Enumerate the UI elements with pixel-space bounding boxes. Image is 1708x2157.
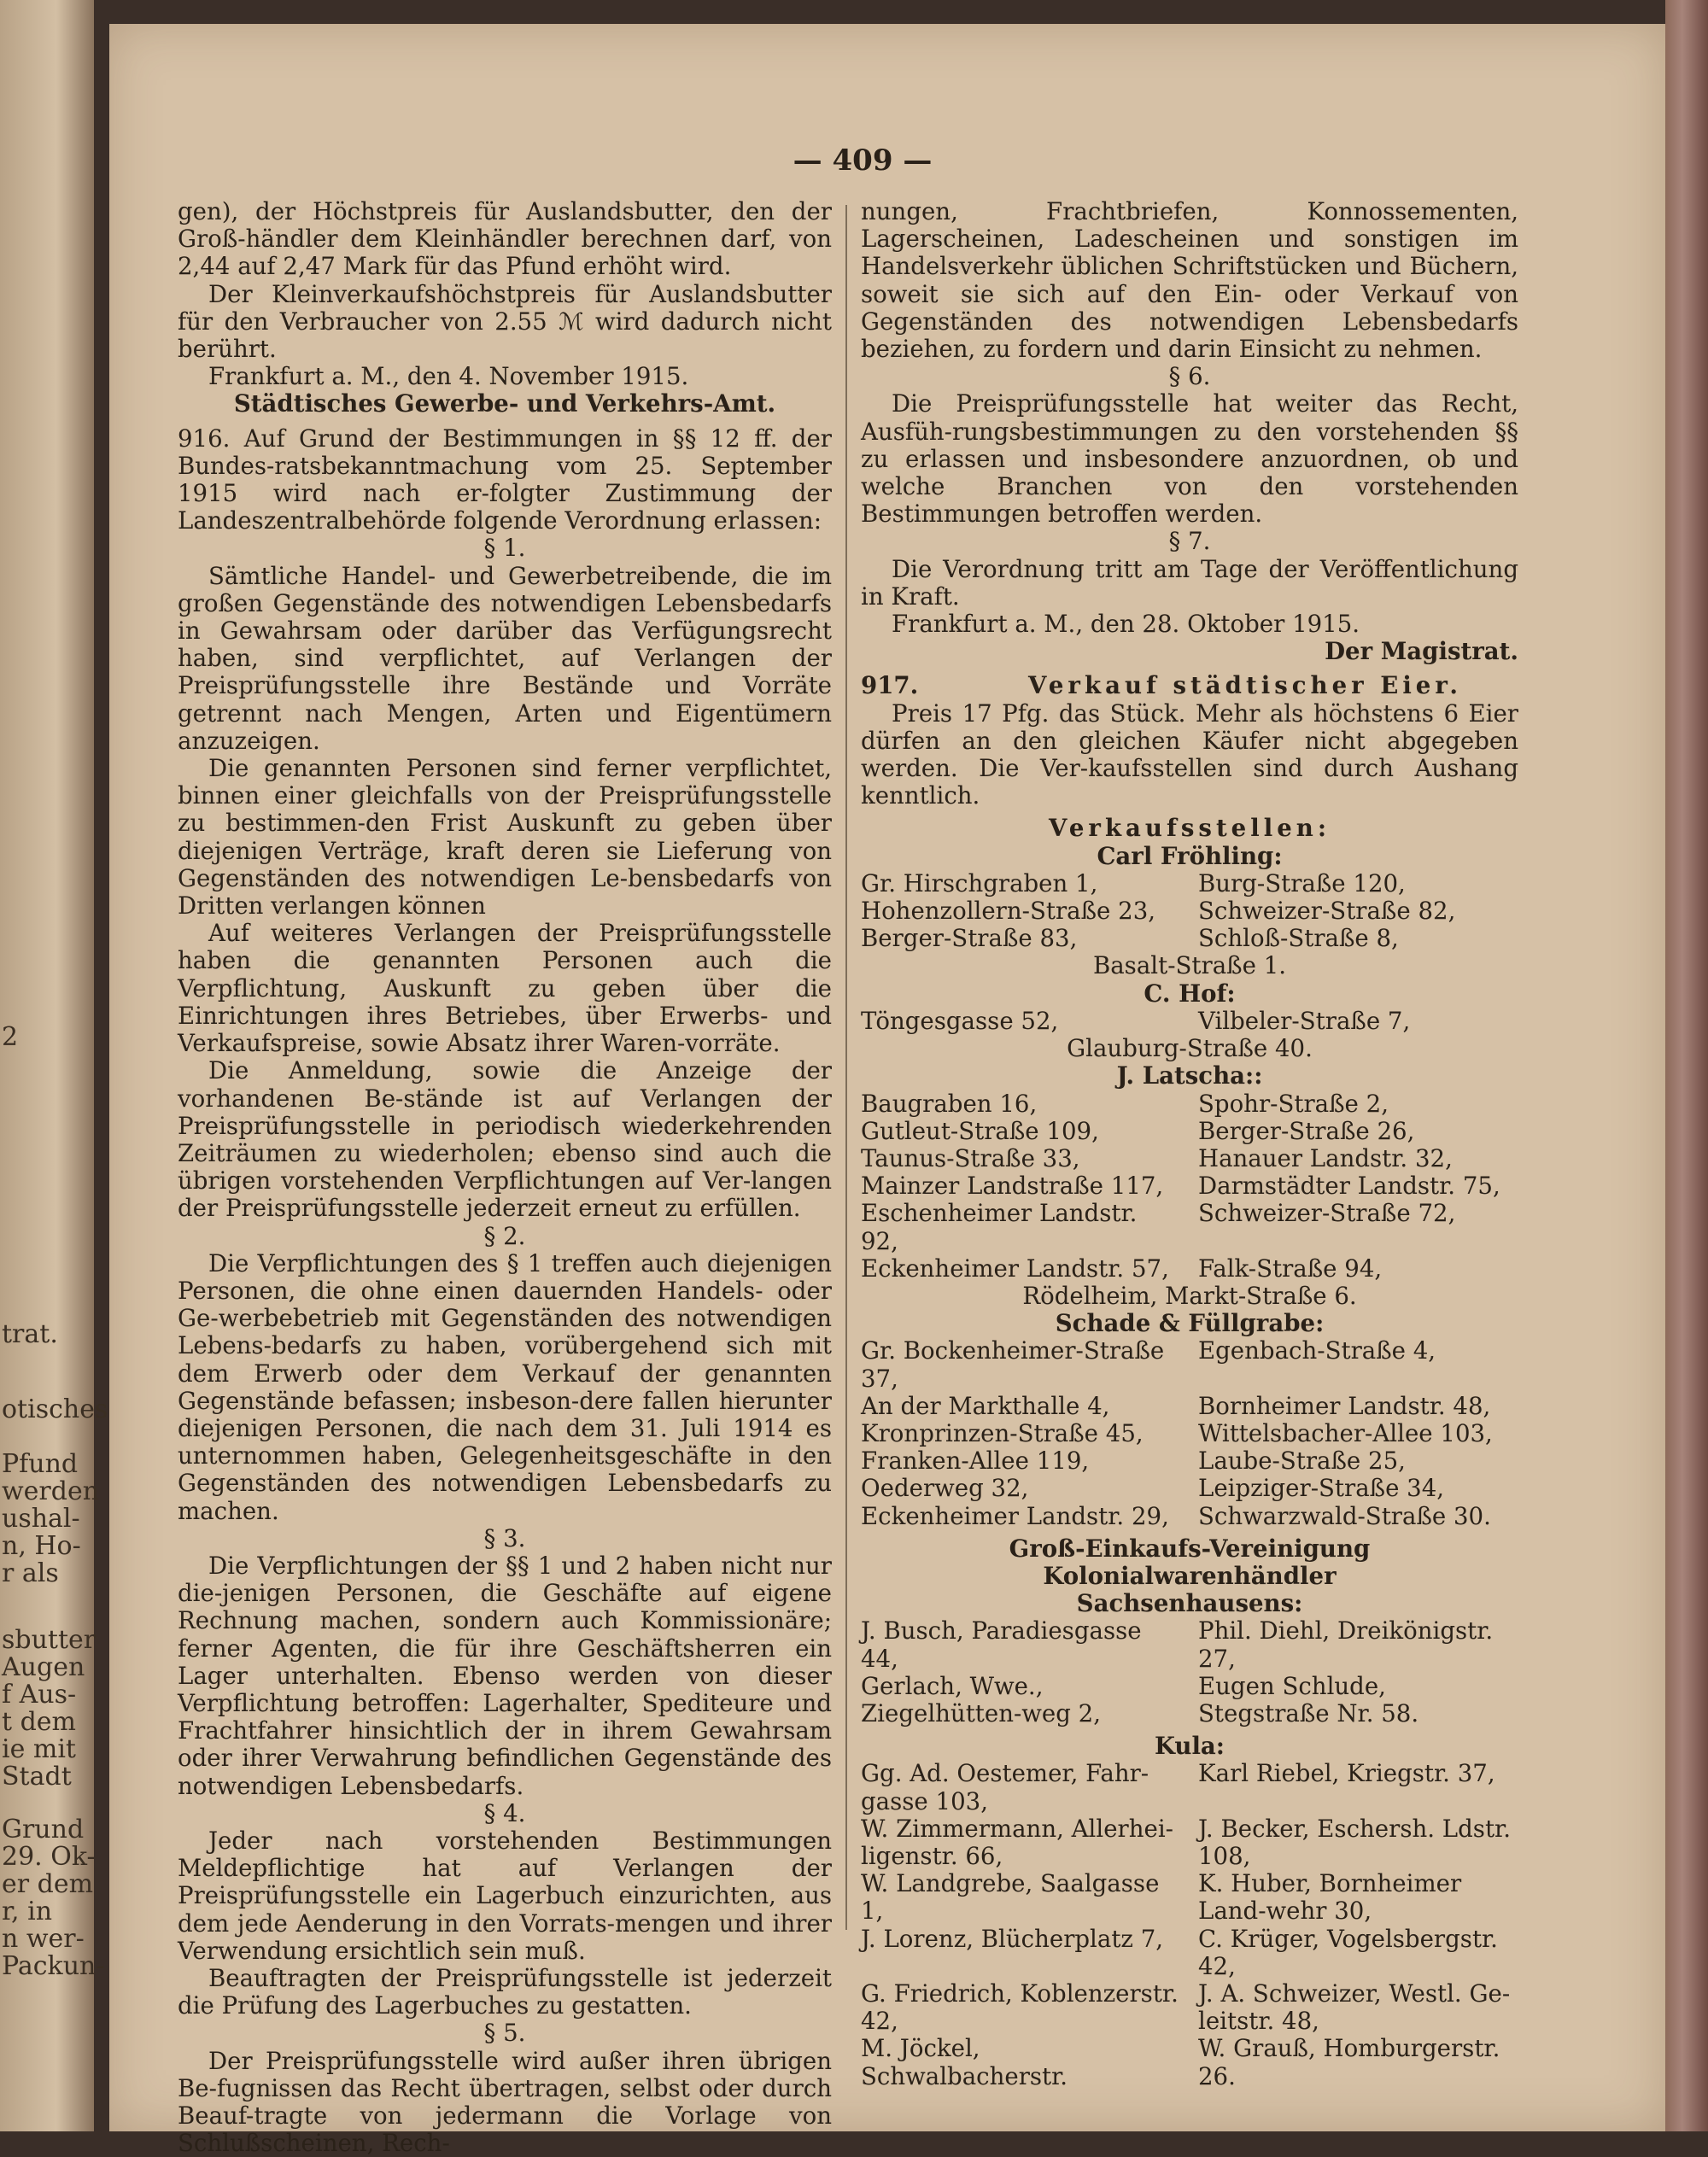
section-7-paragraph-1: Die Verordnung tritt am Tage der Veröffentlichung in Kraft. [861,554,1518,611]
left-page-shading [0,0,97,2131]
address-entry: C. Krüger, Vogelsbergstr. 42, [1198,1924,1498,1980]
address-entry: J. Lorenz, Blücherplatz 7, [861,1924,1164,1953]
address-entry: Baugraben 16, [861,1089,1038,1118]
address-entry: Kronprinzen-Straße 45, [861,1418,1144,1447]
section-3-paragraph-1: Die Verpflichtungen der §§ 1 und 2 haben nicht nur die-jenigen Personen, die Geschäfte auf eigene Rechnung machen, sondern auch Kommissionäre; ferner Agenten, die für ihre Geschäftsherren ein Lager unterhalten. Ebenso werden von dieser Verpflichtung betroffen: Lagerhalter, Spediteure und Frachtfahrer hinsichtlich der in ihrem Gewahrsam oder ihrer Verwahrung befindlichen Gegenstände des notwendigen Lebensbedarfs. [178,1551,832,1800]
margin-fragment: Pfund [2,1449,79,1479]
item-917-title: Verkauf städtischer Eier. [1028,671,1462,700]
section-1-paragraph-4: Die Anmeldung, sowie die Anzeige der vorhandenen Be-stände ist auf Verlangen der Preisprüfungsstelle in periodisch wiederkehrenden Zeiträumen zu wiederholen; ebenso sind auch die übrigen vorstehenden Verpflichtungen auf Ver-langen der Preisprüfungsstelle jederzeit erneut zu erfüllen. [178,1056,832,1223]
margin-fragment: Packun- [2,1951,105,1981]
address-entry: Taunus-Straße 33, [861,1143,1080,1172]
margin-fragment: otisches [2,1394,108,1424]
vendor-last-froehling: Basalt-Straße 1. [1092,951,1287,980]
section-6-heading: § 6. [1168,362,1211,391]
address-entry: W. Grauß, Homburgerstr. 26. [1198,2034,1500,2090]
address-entry: Phil. Diehl, Dreikönigstr. 27, [1198,1616,1494,1673]
address-entry: Gr. Bockenheimer-Straße 37, [861,1336,1165,1393]
right-column [861,198,1518,2090]
address-entry: Falk-Straße 94, [1198,1254,1383,1283]
address-entry: Vilbeler-Straße 7, [1198,1006,1411,1035]
address-entry: Eckenheimer Landstr. 57, [861,1254,1169,1283]
address-entry: Gg. Ad. Oestemer, Fahr-gasse 103, [861,1759,1149,1815]
address-entry: Spohr-Straße 2, [1198,1089,1389,1118]
vendor-heading-grosseinkauf: Groß-Einkaufs-Vereinigung Kolonialwarenhändler [1009,1534,1371,1590]
address-entry: Leipziger-Straße 34, [1198,1474,1445,1503]
outlets-heading: Verkaufsstellen: [1048,814,1331,843]
address-entry: Franken-Allee 119, [861,1447,1090,1476]
section-1-paragraph-1: Sämtliche Handel- und Gewerbetreibende, die im großen Gegenstände des notwendigen Lebensbedarfs in Gewahrsam oder darüber das Verfügungsrecht haben, sind verpflichtet, auf Verlangen der Preisprüfungsstelle ihre Bestände und Vorräte getrennt nach Mengen, Arten und Eigentümern anzuzeigen. [178,561,832,755]
section-5-paragraph-1: Der Preisprüfungsstelle wird außer ihren übrigen Be-fugnissen das Recht übertragen, selbst oder durch Beauf-tragte von jedermann die Vorlage von Schlußscheinen, Rech- [178,2046,832,2157]
address-entry: Schweizer-Straße 72, [1198,1199,1456,1228]
address-entry: Berger-Straße 83, [861,924,1078,953]
section-6-paragraph-1: Die Preisprüfungsstelle hat weiter das Recht, Ausfüh-rungsbestimmungen zu den vorstehenden §§ zu erlassen und insbesondere anzuordnen, ob und welche Branchen von den vorstehenden Bestimmungen betroffen werden. [861,389,1518,529]
ordinance-date: Frankfurt a. M., den 28. Oktober 1915. [892,610,1360,639]
address-entry: Burg-Straße 120, [1198,868,1406,897]
address-entry: Töngesgasse 52, [861,1006,1059,1035]
address-entry: Hohenzollern-Straße 23, [861,897,1156,926]
vendor-last-latscha: Rödelheim, Markt-Straße 6. [1022,1281,1357,1310]
address-entry: Schloß-Straße 8, [1198,924,1399,953]
address-entry: Eckenheimer Landstr. 29, [861,1501,1169,1530]
intro-paragraph-2: Der Kleinverkaufshöchstpreis für Auslandsbutter für den Verbraucher von 2.55 ℳ wird dadurch nicht berührt. [178,279,832,364]
magistrate-signature: Der Magistrat. [1325,637,1518,666]
margin-fragment: n, Ho- [2,1531,81,1561]
address-entry: J. Becker, Eschersh. Ldstr. 108, [1198,1814,1511,1870]
section-1-paragraph-2: Die genannten Personen sind ferner verpflichtet, binnen einer gleichfalls von der Preisprüfungsstelle zu bestimmen-den Frist Auskunft zu geben über diejenigen Verträge, kraft deren sie Lieferung von Gegenständen des notwendigen Le-bensbedarfs von Dritten verlangen können [178,754,832,921]
margin-fragment: ushal- [2,1504,80,1534]
vendor-last-hof: Glauburg-Straße 40. [1067,1034,1313,1063]
vendor-heading-kula: Kula: [1155,1732,1225,1761]
vendor-list-hof [861,1008,1518,1035]
address-entry: Gutleut-Straße 109, [861,1116,1099,1145]
margin-fragment: t dem [2,1707,76,1737]
margin-fragment: sbutter [2,1625,97,1655]
address-entry: W. Zimmermann, Allerhei-ligenstr. 66, [861,1814,1173,1870]
page-number: — 409 — [793,143,933,178]
address-entry: K. Huber, Bornheimer Land-wehr 30, [1198,1869,1462,1926]
section-5-heading: § 5. [483,2019,526,2048]
vendor-heading-sachsenhausen: Sachsenhausens: [1076,1589,1303,1618]
address-entry: J. A. Schweizer, Westl. Ge-leitstr. 48, [1198,1979,1511,2036]
margin-fragment: werden [2,1476,100,1506]
item-917-text: Preis 17 Pfg. das Stück. Mehr als höchstens 6 Eier dürfen an den gleichen Käufer nicht abgegeben werden. Die Ver-kaufsstellen sind durch Aushang kenntlich. [861,699,1518,810]
address-entry: Darmstädter Landstr. 75, [1198,1172,1500,1201]
address-entry: Oederweg 32, [861,1474,1029,1503]
section-7-heading: § 7. [1168,527,1211,556]
section-3-heading: § 3. [483,1523,526,1552]
address-entry: Eugen Schlude, Stegstraße Nr. 58. [1198,1671,1419,1727]
vendor-list-kula [861,1760,1518,2090]
intro-paragraph-1: gen), der Höchstpreis für Auslandsbutter, den der Groß-händler dem Kleinhändler berechnen darf, von 2,44 auf 2,47 Mark für das Pfund erhöht wird. [178,197,832,281]
address-entry: Laube-Straße 25, [1198,1447,1406,1476]
vendor-list-latscha [861,1090,1518,1283]
address-entry: Schweizer-Straße 82, [1198,897,1456,926]
margin-fragment: ie mit [2,1734,76,1764]
vendor-heading-latscha: J. Latscha:: [1116,1061,1263,1090]
vendor-list-sachsenhausen [861,1617,1518,1727]
intro-signature: Städtisches Gewerbe- und Verkehrs-Amt. [233,389,776,418]
section-1-paragraph-3: Auf weiteres Verlangen der Preisprüfungsstelle haben die genannten Personen auch die Verpflichtung, Auskunft zu geben über die Einrichtungen ihres Betriebes, über Erwerbs- und Verkaufspreise, sowie Absatz ihrer Waren-vorräte. [178,919,832,1058]
right-binding [1665,0,1708,2131]
margin-fragment: r als [2,1558,59,1588]
item-917-heading [861,672,1518,699]
address-entry: Eschenheimer Landstr. 92, [861,1199,1138,1255]
address-entry: An der Markthalle 4, [861,1391,1110,1420]
vendor-list-schade [861,1337,1518,1529]
address-entry: Wittelsbacher-Allee 103, [1198,1418,1493,1447]
address-entry: W. Landgrebe, Saalgasse 1, [861,1869,1160,1926]
vendor-heading-froehling: Carl Fröhling: [1097,841,1283,870]
section-5-continuation: nungen, Frachtbriefen, Konnossementen, Lagerscheinen, Ladescheinen und sonstigen im Handelsverkehr üblichen Schriftstücken und Büchern, soweit sie sich auf den Ein- oder Verkauf von Gegenständen des notwendigen Lebensbedarfs beziehen, zu fordern und darin Einsicht zu nehmen. [861,197,1518,364]
margin-fragment: Stadt [2,1762,72,1792]
margin-fragment: trat. [2,1319,58,1349]
section-4-heading: § 4. [483,1798,526,1827]
margin-fragment: 29. Ok- [2,1842,96,1872]
item-916-text: 916. Auf Grund der Bestimmungen in §§ 12 ff. der Bundes-ratsbekanntmachung vom 25. September 1915 wird nach er-folgter Zustimmung der Landeszentralbehörde folgende Verordnung erlassen: [178,424,832,535]
address-entry: Berger-Straße 26, [1198,1116,1415,1145]
vendor-heading-schade: Schade & Füllgrabe: [1055,1309,1325,1338]
vendor-list-froehling [861,870,1518,953]
address-entry: G. Friedrich, Koblenzerstr. 42, [861,1979,1179,2036]
margin-fragment: f Aus- [2,1680,77,1710]
margin-fragment: 2 [2,1022,19,1052]
vendor-heading-hof: C. Hof: [1144,979,1236,1008]
margin-fragment: n wer- [2,1924,85,1954]
left-column [178,198,832,2157]
address-entry: M. Jöckel, Schwalbacherstr. [861,2034,1068,2090]
address-entry: Mainzer Landstraße 117, [861,1172,1164,1201]
margin-fragment: Grund [2,1815,85,1844]
margin-fragment: r, in [2,1897,53,1926]
section-4-paragraph-1: Jeder nach vorstehenden Bestimmungen Meldepflichtige hat auf Verlangen der Preisprüfungsstelle ein Lagerbuch einzurichten, aus dem jede Aenderung in den Vorrats-mengen und ihrer Verwendung ersichtlich sein muß. [178,1826,832,1965]
address-entry: Gr. Hirschgraben 1, [861,868,1098,897]
address-entry: J. Busch, Paradiesgasse 44, [861,1616,1142,1673]
margin-fragment: er dem [2,1869,94,1899]
address-entry: Hanauer Landstr. 32, [1198,1143,1453,1172]
margin-fragment: Augen [2,1652,85,1682]
section-4-paragraph-2: Beauftragten der Preisprüfungsstelle ist jederzeit die Prüfung des Lagerbuches zu gestatten. [178,1964,832,2020]
section-2-heading: § 2. [483,1221,526,1250]
address-entry: Gerlach, Wwe., Ziegelhütten-weg 2, [861,1671,1102,1727]
item-917-number: 917. [861,671,919,700]
address-entry: Egenbach-Straße 4, [1198,1336,1436,1365]
address-entry: Schwarzwald-Straße 30. [1198,1501,1491,1530]
column-divider [845,205,847,1930]
address-entry: Karl Riebel, Kriegstr. 37, [1198,1759,1495,1788]
address-entry: Bornheimer Landstr. 48, [1198,1391,1491,1420]
section-1-heading: § 1. [483,534,526,563]
left-page-edge [0,0,108,2131]
intro-date: Frankfurt a. M., den 4. November 1915. [208,362,689,391]
section-2-paragraph-1: Die Verpflichtungen des § 1 treffen auch diejenigen Personen, die ohne einen dauernden Handels- oder Ge-werbebetrieb mit Gegenständen des notwendigen Lebens-bedarfs zu haben, vorübergehend sich mit dem Erwerb oder dem Verkauf der genannten Gegenstände befassen; insbeson-dere fallen hierunter diejenigen Personen, die nach dem 31. Juli 1914 es unternommen haben, Gelegenheitsgeschäfte in den Gegenständen des notwendigen Lebensbedarfs zu machen. [178,1248,832,1525]
